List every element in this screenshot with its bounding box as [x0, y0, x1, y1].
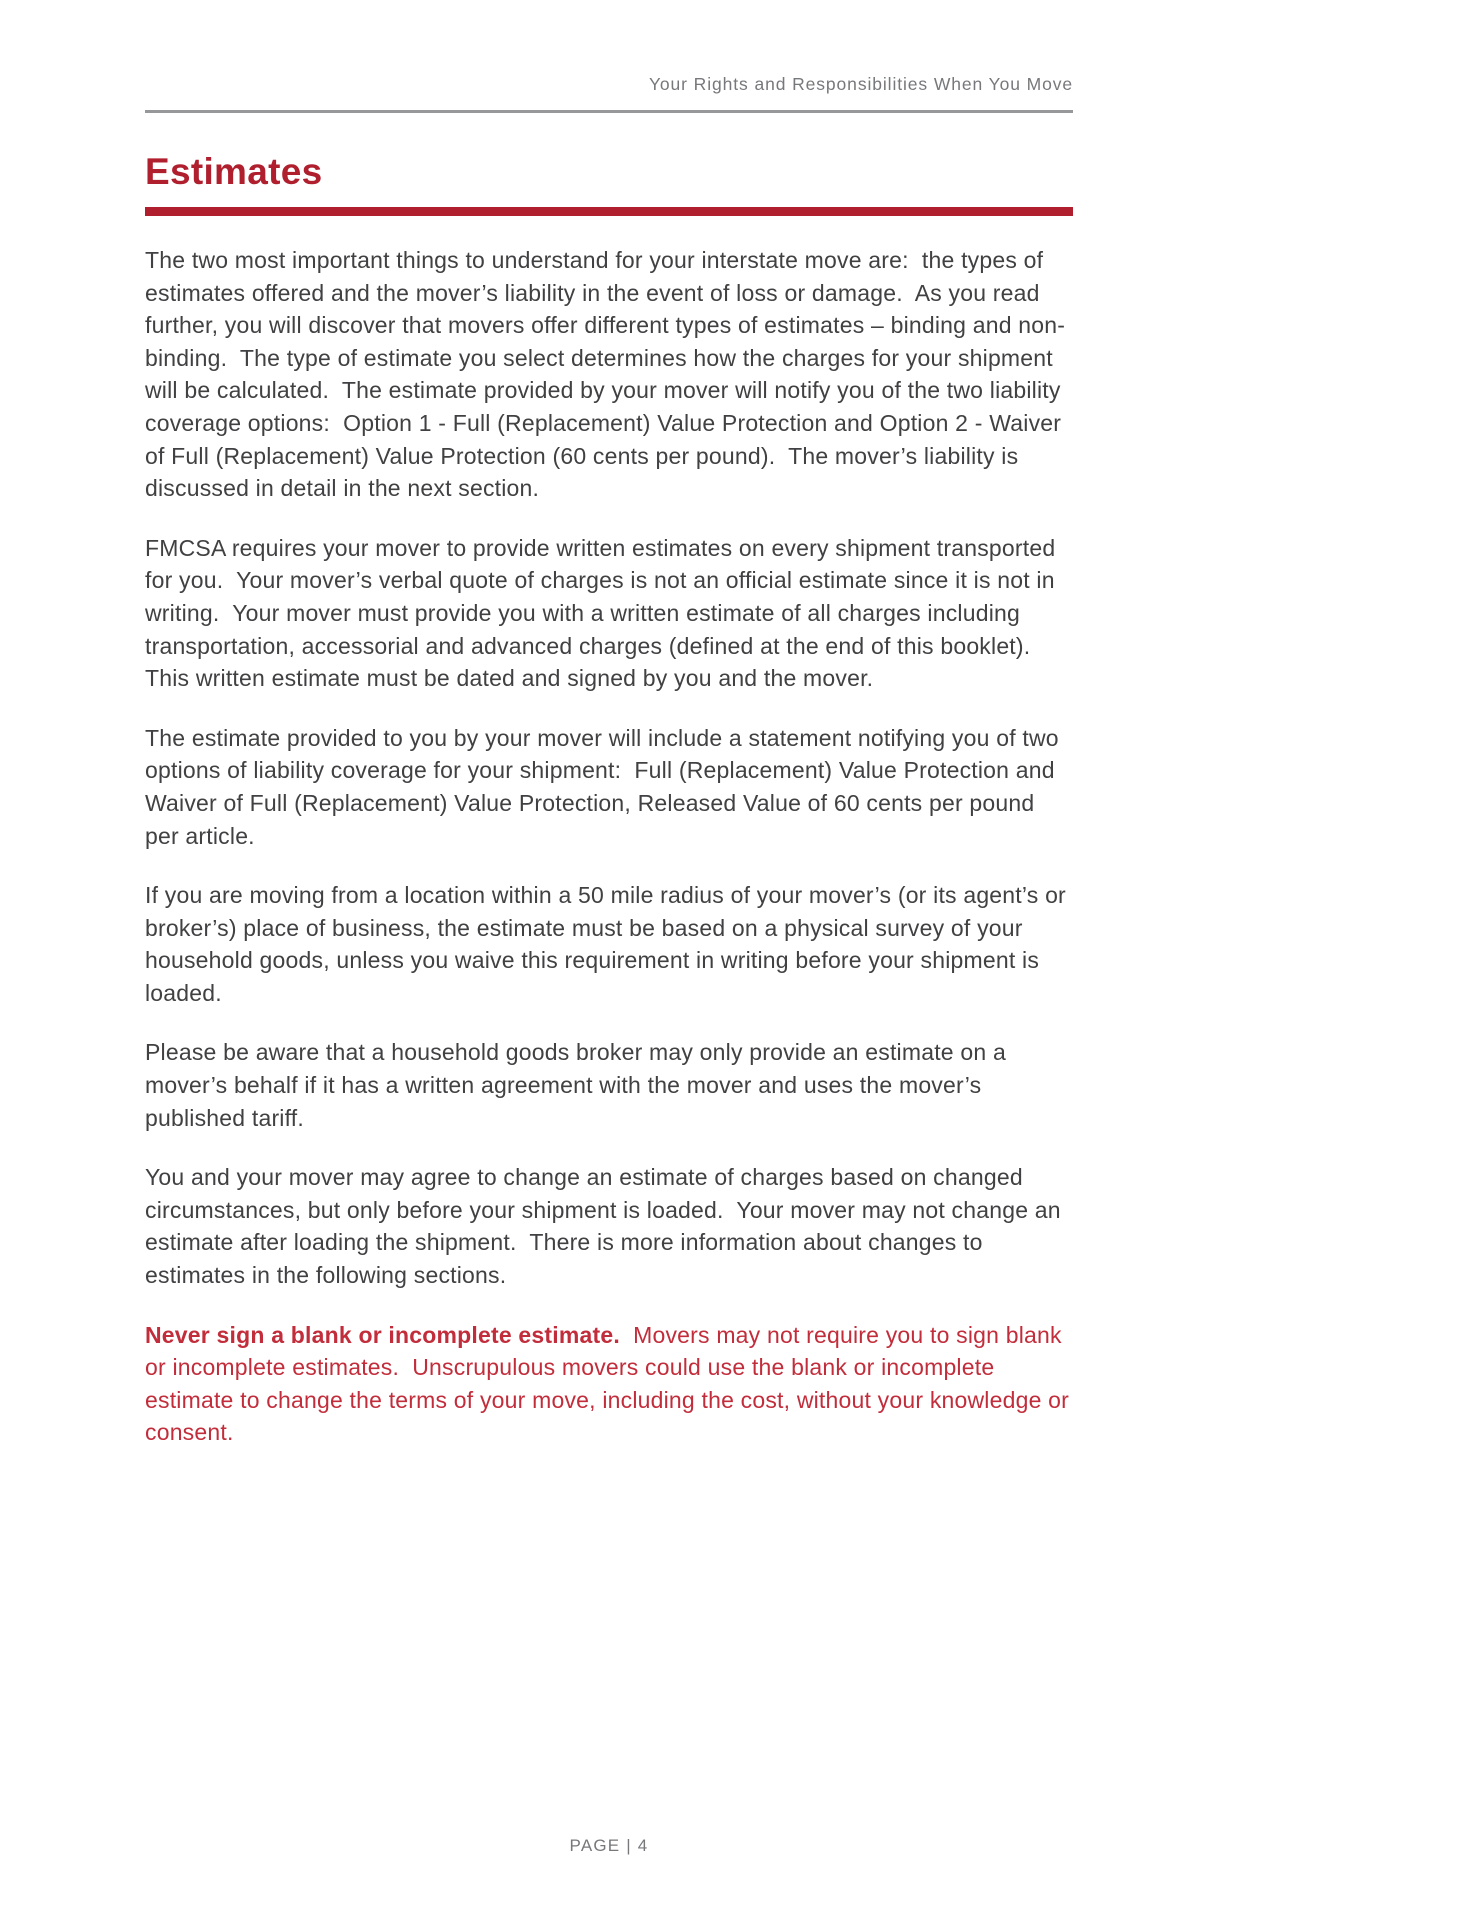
body-copy: [145, 244, 1076, 1449]
page-footer: [145, 1836, 1073, 1856]
booklet-title: Your Rights and Responsibilities When You Move: [648, 74, 1073, 94]
page-title: Estimates: [145, 151, 323, 192]
paragraph: FMCSA requires your mover to provide written estimates on every shipment transported for you. Your mover’s verbal quote of charges is not an official estimate since it is not in writing. Your mover must provide you with a written estimate of all charges including transportation, accessorial and advanced charges (defined at the end of this booklet). This written estimate must be dated and signed by you and the mover.: [145, 534, 1062, 692]
warning-body-text: Movers may not require you to sign blank or incomplete estimates. Unscrupulous movers could use the blank or incomplete estimate to change the terms of your move, including the cost, without your knowledge or consent.: [145, 1321, 1076, 1446]
paragraph: The two most important things to understand for your interstate move are: the types of estimates offered and the mover’s liability in the event of loss or damage. As you read further, you will discover that movers offer different types of estimates – binding and non-binding. The type of estimate you select determines how the charges for your shipment will be calculated. The estimate provided by your mover will notify you of the two liability coverage options: Option 1 - Full (Replacement) Value Protection and Option 2 - Waiver of Full (Replacement) Value Protection (60 cents per pound). The mover’s liability is discussed in detail in the next section.: [145, 247, 1068, 502]
paragraph: Please be aware that a household goods broker may only provide an estimate on a mover’s behalf if it has a written agreement with the mover and uses the mover’s published tariff.: [145, 1039, 1013, 1131]
paragraph: The estimate provided to you by your mover will include a statement notifying you of two options of liability coverage for your shipment: Full (Replacement) Value Protection and Waiver of Full (Replacement) Value Protection, Released Value of 60 cents per pound per article.: [145, 724, 1066, 849]
warning-paragraph: [145, 1319, 1076, 1449]
warning-lead-text: Never sign a blank or incomplete estimate.: [145, 1321, 620, 1348]
paragraph: You and your mover may agree to change an estimate of charges based on changed circumstances, but only before your shipment is loaded. Your mover may not change an estimate after loading the shipment. There is more information about changes to estimates in the following sections.: [145, 1164, 1068, 1289]
page-content: [145, 0, 1076, 1449]
paragraph: If you are moving from a location within a 50 mile radius of your mover’s (or its agent’s or broker’s) place of business, the estimate must be based on a physical survey of your household goods, unless you waive this requirement in writing before your shipment is loaded.: [145, 882, 1073, 1006]
title-rule: [145, 207, 1073, 216]
booklet-header: [145, 0, 1073, 110]
header-rule: [145, 110, 1073, 113]
page-number: PAGE | 4: [569, 1836, 649, 1855]
